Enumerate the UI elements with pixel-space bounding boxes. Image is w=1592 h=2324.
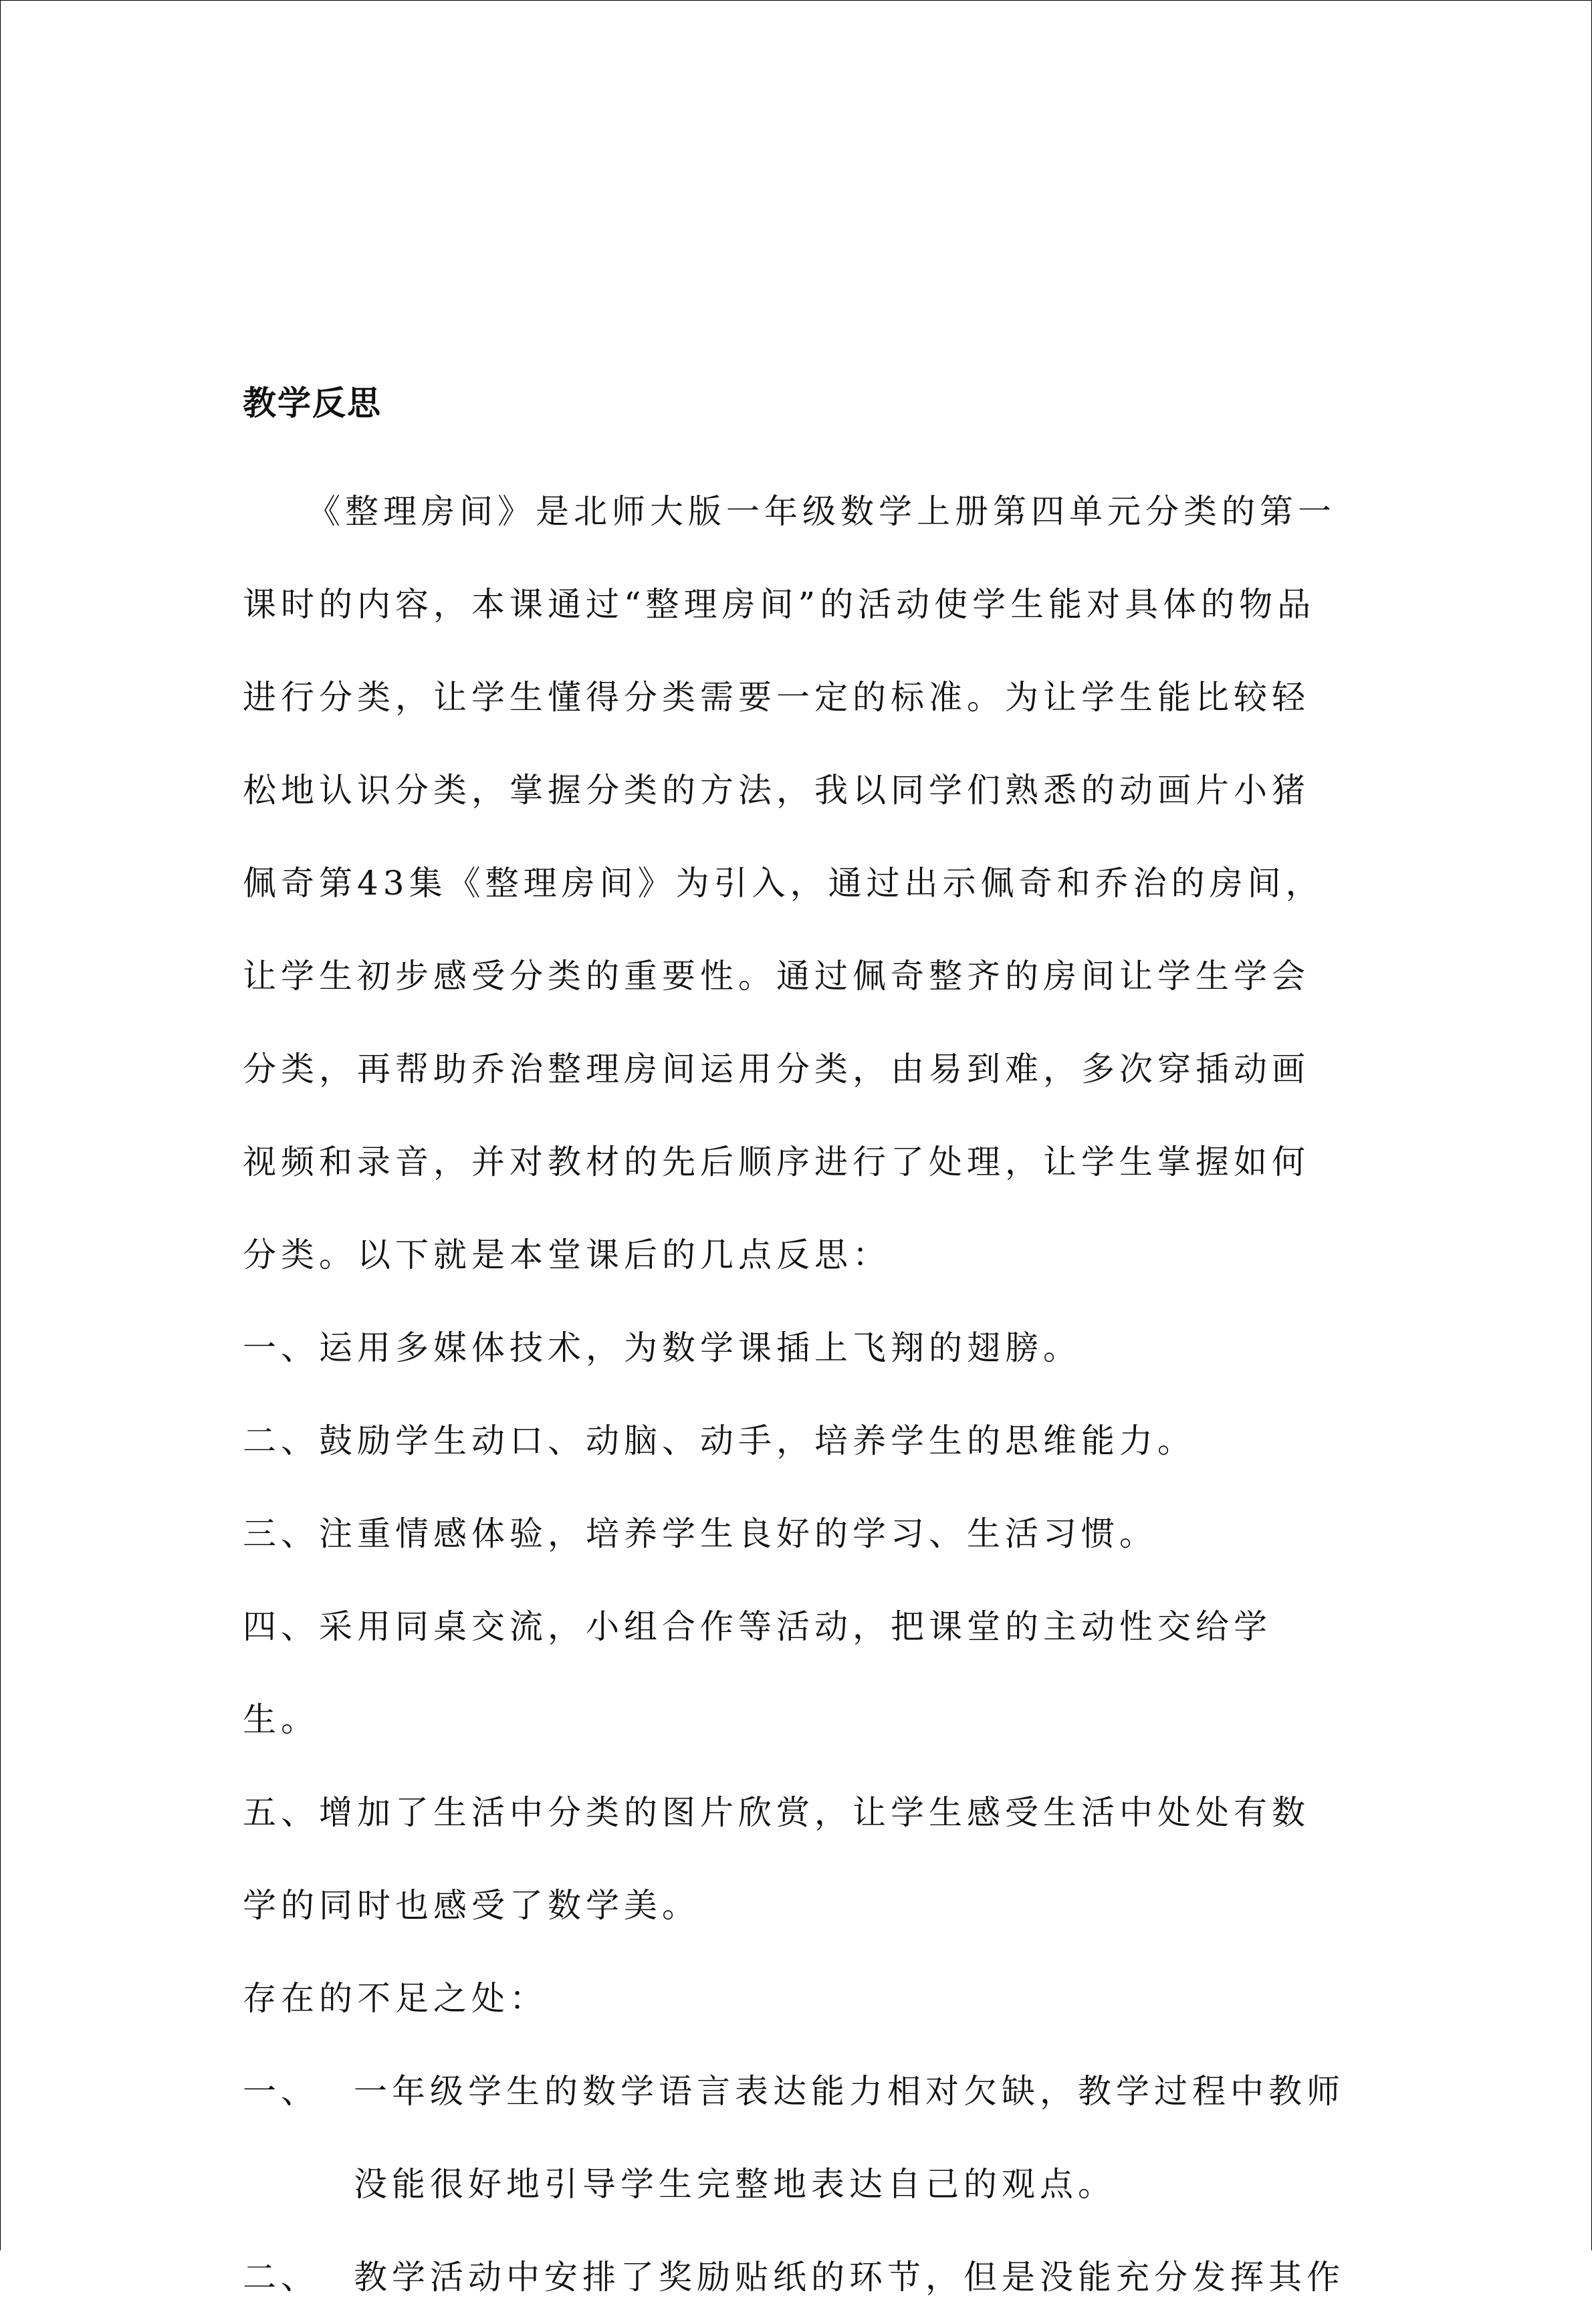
reflection-item-4: 四、采用同桌交流，小组合作等活动，把课堂的主动性交给学生。 [243,1607,1272,1739]
page-title: 教学反思 [243,384,382,423]
reflection-item-1: 一、运用多媒体技术，为数学课插上飞翔的翅膀。 [243,1328,1081,1367]
document-body [243,372,1346,2324]
shortcoming-text: 一年级学生的数学语言表达能力相对欠缺，教学过程中教师没能很好地引导学生完整地表达自己的观点。 [354,2072,1345,2204]
intro-paragraph: 《整理房间》是北师大版一年级数学上册第四单元分类的第一课时的内容，本课通过“整理房间”的活动使学生能对具体的物品进行分类，让学生懂得分类需要一定的标准。为让学生能比较轻松地认识分类，掌握分类的方法，我以同学们熟悉的动画片小猪佩奇第43集《整理房间》为引入，通过出示佩奇和乔治的房间，让学生初步感受分类的重要性。通过佩奇整齐的房间让学生学会分类，再帮助乔治整理房间运用分类，由易到难，多次穿插动画视频和录音，并对教材的先后顺序进行了处理，让学生掌握如何分类。以下就是本堂课后的几点反思： [243,492,1336,1274]
reflection-item-2: 二、鼓励学生动口、动脑、动手，培养学生的思维能力。 [243,1421,1196,1460]
shortcoming-text: 教学活动中安排了奖励贴纸的环节，但是没能充分发挥其作 [354,2258,1345,2297]
reflection-list [243,1302,1346,1952]
shortcoming-number: 一、 [243,2072,319,2111]
shortcoming-item-1 [243,2045,1346,2231]
shortcomings-heading: 存在的不足之处： [243,1979,548,2018]
shortcoming-number: 二、 [243,2258,319,2297]
shortcomings-list [243,2045,1346,2324]
reflection-item-3: 三、注重情感体验，培养学生良好的学习、生活习惯。 [243,1514,1157,1553]
shortcoming-item-2 [243,2231,1346,2324]
reflection-item-5: 五、增加了生活中分类的图片欣赏，让学生感受生活中处处有数学的同时也感受了数学美。 [243,1793,1310,1925]
